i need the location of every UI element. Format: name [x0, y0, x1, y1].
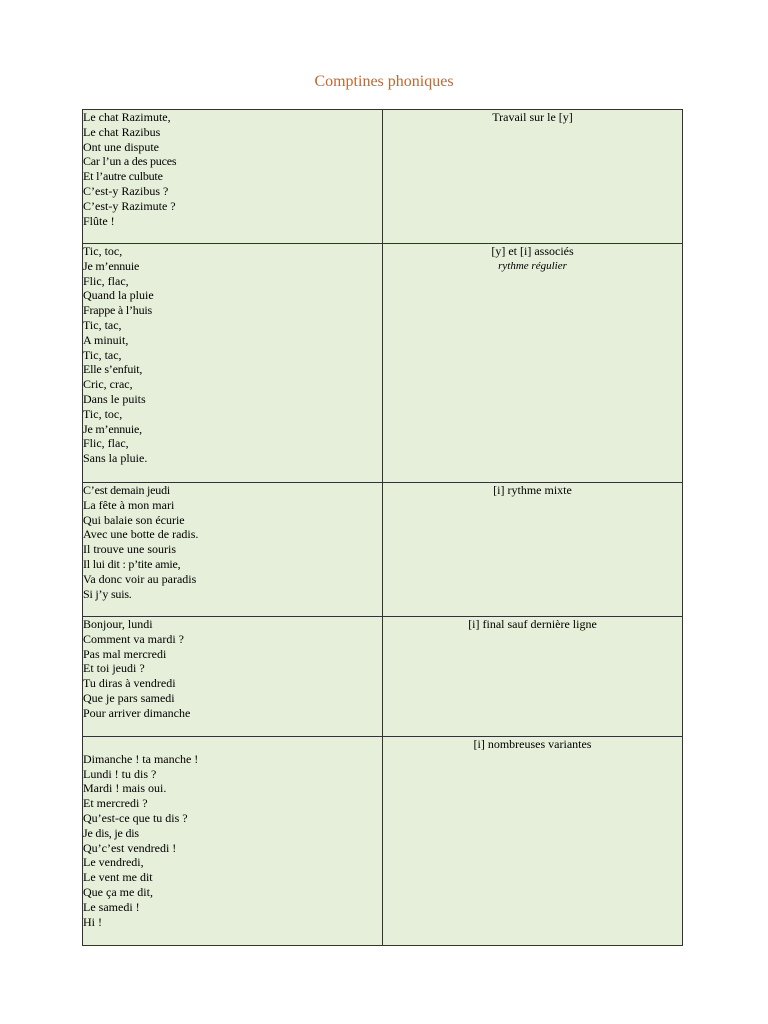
- phonics-note: [y] et [i] associés: [491, 244, 574, 258]
- table-row: [83, 737, 683, 946]
- poem-line: Si j’y suis.: [83, 586, 132, 601]
- poem-cell: [83, 737, 383, 946]
- poem-line: Tic, tac,: [83, 347, 122, 362]
- poem-line: Mardi ! mais oui.: [83, 781, 167, 796]
- poem-line: Va donc voir au paradis: [83, 571, 197, 586]
- poem-line: Flûte !: [83, 213, 115, 228]
- table-row: [83, 110, 683, 244]
- poem-line: Dimanche ! ta manche !: [83, 751, 199, 766]
- poem-line: Qui balaie son écurie: [83, 512, 185, 527]
- poem-cell: [83, 483, 383, 617]
- poem-line: Elle s’enfuit,: [83, 362, 143, 377]
- poem-line: Cric, crac,: [83, 377, 133, 392]
- poem-line: Hi !: [83, 914, 102, 929]
- poem-line: Je m’ennuie,: [83, 421, 142, 436]
- page-title: Comptines phoniques: [314, 73, 454, 90]
- poem-line: Sans la pluie.: [83, 451, 148, 466]
- poem-line: Avec une botte de radis.: [83, 527, 199, 542]
- poem-line: Et l’autre culbute: [83, 169, 163, 184]
- poem-line: Le vent me dit: [83, 870, 153, 885]
- poem-line: Qu’c’est vendredi !: [83, 840, 177, 855]
- phonics-note-detail: rythme régulier: [498, 259, 567, 272]
- poem-line: C’est-y Razimute ?: [83, 198, 176, 213]
- poem-line: Flic, flac,: [83, 436, 129, 451]
- table-row: [83, 483, 683, 617]
- poem-line: Bonjour, lundi: [83, 617, 153, 631]
- table-body: [83, 110, 683, 946]
- poem-cell: [83, 244, 383, 483]
- phonics-note: [i] final sauf dernière ligne: [468, 617, 597, 631]
- comptines-table: [82, 109, 683, 946]
- poem-line: C’est demain jeudi: [83, 483, 171, 497]
- phonics-note-cell: [383, 737, 683, 946]
- poem-line: Pas mal mercredi: [83, 646, 167, 661]
- poem-line: Ont une dispute: [83, 139, 159, 154]
- poem-line: [83, 737, 382, 752]
- table-row: [83, 617, 683, 737]
- poem-line: Car l’un a des puces: [83, 154, 177, 169]
- poem-line: Tic, toc,: [83, 244, 123, 258]
- poem-line: Quand la pluie: [83, 288, 154, 303]
- poem-line: Que je pars samedi: [83, 690, 175, 705]
- poem-line: Tic, tac,: [83, 317, 122, 332]
- poem-line: A minuit,: [83, 332, 129, 347]
- poem-line: Je m’ennuie: [83, 258, 140, 273]
- poem-cell: [83, 110, 383, 244]
- poem-line: C’est-y Razibus ?: [83, 183, 169, 198]
- poem-line: Flic, flac,: [83, 273, 129, 288]
- poem-line: Le samedi !: [83, 899, 140, 914]
- poem-line: Le chat Razimute,: [83, 110, 171, 124]
- poem-line: Il lui dit : p’tite amie,: [83, 556, 181, 571]
- poem-line: Qu’est-ce que tu dis ?: [83, 810, 188, 825]
- poem-line: Tu diras à vendredi: [83, 676, 176, 691]
- poem-line: Il trouve une souris: [83, 542, 176, 557]
- poem-line: Dans le puits: [83, 391, 146, 406]
- phonics-note-cell: [383, 617, 683, 737]
- poem-line: Lundi ! tu dis ?: [83, 766, 157, 781]
- poem-line: Le chat Razibus: [83, 124, 161, 139]
- phonics-note: [i] nombreuses variantes: [473, 737, 592, 751]
- phonics-note-cell: [383, 244, 683, 483]
- poem-line: Frappe à l’huis: [83, 303, 152, 318]
- poem-line: Pour arriver dimanche: [83, 705, 191, 720]
- poem-line: Le vendredi,: [83, 855, 144, 870]
- poem-line: Tic, toc,: [83, 406, 123, 421]
- poem-line: La fête à mon mari: [83, 497, 175, 512]
- poem-line: Que ça me dit,: [83, 884, 153, 899]
- phonics-note: [i] rythme mixte: [493, 483, 572, 497]
- phonics-note: Travail sur le [y]: [492, 110, 573, 124]
- poem-line: Je dis, je dis: [83, 825, 139, 840]
- poem-cell: [83, 617, 383, 737]
- phonics-note-cell: [383, 110, 683, 244]
- poem-line: Comment va mardi ?: [83, 631, 184, 646]
- table-row: [83, 244, 683, 483]
- phonics-note-cell: [383, 483, 683, 617]
- poem-line: Et mercredi ?: [83, 796, 148, 811]
- poem-line: Et toi jeudi ?: [83, 661, 145, 676]
